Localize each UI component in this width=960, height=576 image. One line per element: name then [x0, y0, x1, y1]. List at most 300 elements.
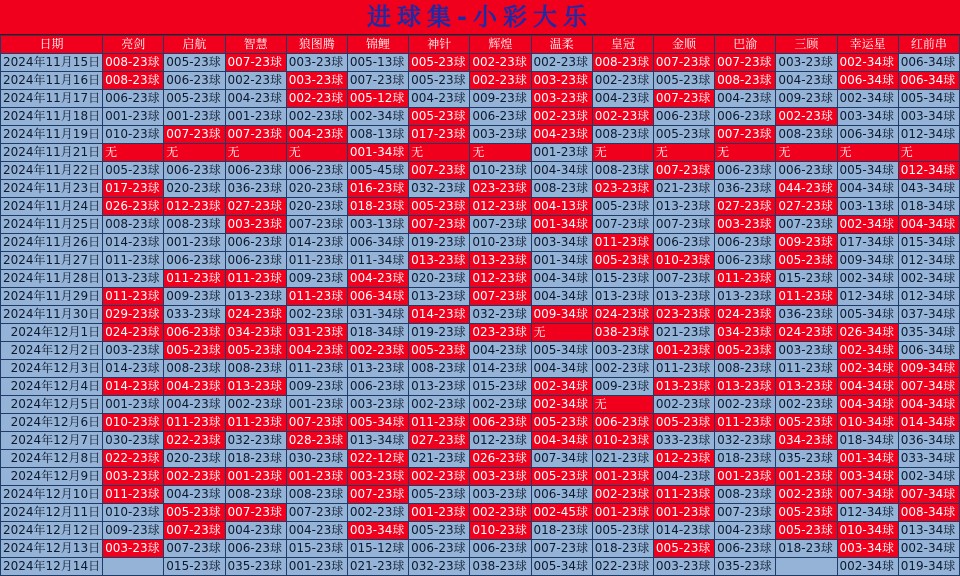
table-row: [1, 522, 960, 540]
result-cell: 无: [592, 396, 653, 414]
result-cell: 001-23球: [653, 504, 714, 522]
column-header: 辉煌: [470, 36, 531, 54]
result-cell: 004-23球: [470, 342, 531, 360]
result-cell: 004-23球: [164, 486, 225, 504]
date-cell: 2024年12月1日: [1, 324, 103, 342]
result-cell: 002-23球: [531, 54, 592, 72]
result-cell: 006-23球: [225, 252, 286, 270]
result-cell: 008-23球: [592, 162, 653, 180]
date-cell: 2024年11月25日: [1, 216, 103, 234]
result-cell: 008-23球: [225, 360, 286, 378]
result-cell: 014-23球: [103, 234, 164, 252]
result-cell: 008-23球: [286, 486, 347, 504]
result-cell: 006-23球: [470, 108, 531, 126]
result-cell: 002-34球: [531, 378, 592, 396]
table-row: [1, 288, 960, 306]
result-cell: 004-23球: [531, 126, 592, 144]
result-cell: 005-34球: [837, 162, 898, 180]
result-cell: 009-23球: [286, 378, 347, 396]
result-cell: 001-23球: [225, 108, 286, 126]
result-cell: 010-34球: [837, 522, 898, 540]
table-row: [1, 540, 960, 558]
result-cell: 009-23球: [286, 270, 347, 288]
result-cell: 003-23球: [286, 72, 347, 90]
result-cell: 006-34球: [837, 72, 898, 90]
result-cell: 006-23球: [470, 414, 531, 432]
table-row: [1, 432, 960, 450]
result-cell: 003-23球: [347, 468, 408, 486]
result-cell: 005-23球: [776, 504, 837, 522]
result-cell: 005-23球: [164, 342, 225, 360]
date-cell: 2024年11月21日: [1, 144, 103, 162]
result-cell: 无: [470, 144, 531, 162]
result-cell: 002-23球: [347, 504, 408, 522]
result-cell: 007-23球: [347, 72, 408, 90]
result-cell: 002-23球: [470, 504, 531, 522]
result-cell: 006-23球: [653, 108, 714, 126]
result-cell: 005-45球: [347, 162, 408, 180]
result-cell: 008-23球: [225, 486, 286, 504]
result-cell: 009-23球: [164, 288, 225, 306]
result-cell: 005-34球: [898, 90, 959, 108]
result-cell: 027-23球: [715, 198, 776, 216]
result-cell: 011-23球: [225, 414, 286, 432]
result-cell: 002-45球: [531, 504, 592, 522]
result-cell: 018-23球: [531, 522, 592, 540]
result-cell: 012-34球: [898, 126, 959, 144]
result-cell: 014-23球: [653, 522, 714, 540]
result-cell: 007-23球: [653, 216, 714, 234]
result-cell: 006-23球: [715, 234, 776, 252]
table-row: [1, 306, 960, 324]
result-cell: 009-23球: [592, 378, 653, 396]
result-cell: 005-34球: [531, 558, 592, 576]
result-cell: 009-34球: [531, 306, 592, 324]
result-cell: 001-23球: [286, 468, 347, 486]
result-cell: 024-23球: [103, 324, 164, 342]
result-cell: 004-34球: [898, 216, 959, 234]
result-cell: 013-23球: [103, 270, 164, 288]
result-cell: 004-34球: [837, 396, 898, 414]
result-cell: 011-23球: [103, 486, 164, 504]
result-cell: 005-23球: [409, 54, 470, 72]
result-cell: 043-34球: [898, 180, 959, 198]
result-cell: 018-23球: [715, 450, 776, 468]
result-cell: 无: [286, 144, 347, 162]
result-cell: 003-23球: [531, 90, 592, 108]
page-title: 进球集-小彩大乐: [367, 3, 593, 31]
result-cell: 004-23球: [776, 72, 837, 90]
result-cell: 011-23球: [286, 360, 347, 378]
result-cell: 002-23球: [776, 108, 837, 126]
result-cell: 027-23球: [225, 198, 286, 216]
result-cell: 010-23球: [653, 252, 714, 270]
result-cell: 018-34球: [898, 198, 959, 216]
result-cell: 005-23球: [409, 198, 470, 216]
result-cell: 004-13球: [531, 198, 592, 216]
column-header-date: 日期: [1, 36, 103, 54]
result-cell: 014-23球: [286, 234, 347, 252]
result-cell: 026-23球: [103, 198, 164, 216]
table-row: [1, 450, 960, 468]
table-row: [1, 378, 960, 396]
result-cell: 011-23球: [715, 270, 776, 288]
result-cell: 014-34球: [898, 414, 959, 432]
result-cell: 006-23球: [164, 72, 225, 90]
result-cell: 003-23球: [470, 486, 531, 504]
result-cell: 005-23球: [103, 162, 164, 180]
column-header: 温柔: [531, 36, 592, 54]
result-cell: 017-34球: [837, 234, 898, 252]
result-cell: 002-34球: [898, 468, 959, 486]
result-cell: 005-23球: [715, 342, 776, 360]
result-cell: 007-23球: [470, 288, 531, 306]
result-cell: 006-34球: [837, 126, 898, 144]
result-cell: 005-23球: [164, 54, 225, 72]
result-cell: 012-34球: [898, 162, 959, 180]
result-cell: 002-23球: [409, 468, 470, 486]
result-cell: 003-23球: [531, 72, 592, 90]
result-cell: 007-23球: [653, 162, 714, 180]
result-cell: 002-34球: [837, 342, 898, 360]
table-row: [1, 414, 960, 432]
result-cell: 010-23球: [592, 432, 653, 450]
result-cell: 004-23球: [715, 522, 776, 540]
result-cell: 003-34球: [837, 108, 898, 126]
result-cell: 006-23球: [103, 90, 164, 108]
column-header: 狼图腾: [286, 36, 347, 54]
column-header: 三顾: [776, 36, 837, 54]
result-cell: 022-12球: [347, 450, 408, 468]
result-cell: 038-23球: [592, 324, 653, 342]
result-cell: 006-23球: [715, 540, 776, 558]
result-cell: 011-23球: [103, 288, 164, 306]
result-cell: 001-23球: [286, 558, 347, 576]
result-cell: 023-23球: [653, 306, 714, 324]
result-cell: 020-23球: [286, 198, 347, 216]
table-row: [1, 234, 960, 252]
result-cell: 024-23球: [225, 306, 286, 324]
result-cell: 001-23球: [653, 342, 714, 360]
date-cell: 2024年11月19日: [1, 126, 103, 144]
result-cell: 007-23球: [653, 270, 714, 288]
result-cell: 008-23球: [103, 72, 164, 90]
result-cell: 021-23球: [653, 180, 714, 198]
result-cell: 002-23球: [286, 108, 347, 126]
result-cell: 001-23球: [286, 396, 347, 414]
date-cell: 2024年11月16日: [1, 72, 103, 90]
result-cell: 008-34球: [898, 504, 959, 522]
result-cell: 008-23球: [164, 360, 225, 378]
result-cell: 006-23球: [470, 540, 531, 558]
result-cell: 036-23球: [776, 306, 837, 324]
result-cell: 009-23球: [776, 90, 837, 108]
result-cell: 无: [653, 144, 714, 162]
result-cell: 024-23球: [715, 306, 776, 324]
result-cell: 015-23球: [776, 270, 837, 288]
result-cell: 019-23球: [409, 324, 470, 342]
result-cell: 007-23球: [653, 54, 714, 72]
result-cell: 003-34球: [837, 468, 898, 486]
result-cell: 003-23球: [470, 468, 531, 486]
result-cell: 004-23球: [347, 270, 408, 288]
result-cell: 006-34球: [898, 342, 959, 360]
result-cell: 022-23球: [164, 432, 225, 450]
result-cell: 001-34球: [347, 144, 408, 162]
table-row: [1, 504, 960, 522]
result-cell: 005-23球: [776, 252, 837, 270]
result-cell: 020-23球: [286, 180, 347, 198]
result-cell: 002-23球: [592, 360, 653, 378]
result-cell: 027-23球: [776, 198, 837, 216]
result-cell: 005-23球: [409, 486, 470, 504]
result-cell: 004-34球: [837, 378, 898, 396]
result-cell: 004-23球: [409, 90, 470, 108]
result-cell: 012-34球: [837, 288, 898, 306]
result-cell: 035-23球: [715, 558, 776, 576]
result-cell: 001-23球: [103, 108, 164, 126]
result-cell: 004-34球: [531, 432, 592, 450]
result-cell: 001-23球: [592, 504, 653, 522]
result-cell: 005-12球: [347, 90, 408, 108]
date-cell: 2024年12月11日: [1, 504, 103, 522]
result-cell: 010-23球: [470, 162, 531, 180]
result-cell: 020-23球: [164, 180, 225, 198]
column-header: 锦鲤: [347, 36, 408, 54]
result-cell: 018-23球: [225, 450, 286, 468]
table-row: [1, 468, 960, 486]
result-cell: 013-23球: [409, 288, 470, 306]
result-cell: 005-23球: [409, 72, 470, 90]
result-cell: 009-34球: [898, 360, 959, 378]
result-cell: 011-34球: [347, 252, 408, 270]
result-cell: 006-34球: [898, 72, 959, 90]
result-cell: 001-23球: [776, 468, 837, 486]
result-cell: 032-23球: [715, 432, 776, 450]
table-row: [1, 270, 960, 288]
result-cell: 003-23球: [592, 342, 653, 360]
result-cell: 005-23球: [164, 504, 225, 522]
result-cell: 003-34球: [531, 234, 592, 252]
result-cell: 007-23球: [225, 504, 286, 522]
result-cell: 002-23球: [592, 486, 653, 504]
result-cell: 001-34球: [837, 450, 898, 468]
result-cell: 036-34球: [898, 432, 959, 450]
result-cell: 021-23球: [653, 324, 714, 342]
result-cell: 026-34球: [837, 324, 898, 342]
result-cell: 002-23球: [592, 72, 653, 90]
result-cell: 013-23球: [653, 198, 714, 216]
result-cell: 013-23球: [347, 360, 408, 378]
result-cell: 004-23球: [225, 90, 286, 108]
result-cell: 002-34球: [837, 558, 898, 576]
result-cell: 007-23球: [592, 216, 653, 234]
result-cell: 007-23球: [286, 504, 347, 522]
result-cell: 005-23球: [653, 126, 714, 144]
result-cell: 020-23球: [409, 270, 470, 288]
result-cell: 001-23球: [164, 108, 225, 126]
result-cell: 002-23球: [286, 306, 347, 324]
result-cell: 017-23球: [103, 180, 164, 198]
result-cell: 005-13球: [347, 54, 408, 72]
result-cell: 005-23球: [225, 342, 286, 360]
column-header: 幸运星: [837, 36, 898, 54]
date-cell: 2024年12月14日: [1, 558, 103, 576]
result-cell: 006-34球: [531, 486, 592, 504]
result-cell: 007-23球: [164, 540, 225, 558]
result-cell: 003-23球: [103, 540, 164, 558]
date-cell: 2024年11月28日: [1, 270, 103, 288]
date-cell: 2024年11月15日: [1, 54, 103, 72]
result-cell: 015-12球: [347, 540, 408, 558]
result-cell: 007-23球: [531, 540, 592, 558]
result-cell: 011-23球: [286, 288, 347, 306]
result-cell: 007-23球: [409, 162, 470, 180]
result-cell: 007-23球: [715, 504, 776, 522]
result-cell: 005-23球: [776, 522, 837, 540]
result-cell: 010-34球: [837, 414, 898, 432]
result-cell: 001-34球: [531, 216, 592, 234]
result-cell: 012-23球: [653, 450, 714, 468]
result-cell: 023-23球: [470, 180, 531, 198]
result-cell: 035-23球: [225, 558, 286, 576]
result-cell: 006-23球: [715, 252, 776, 270]
result-cell: 001-23球: [715, 468, 776, 486]
result-cell: 003-23球: [347, 396, 408, 414]
result-cell: 004-34球: [531, 288, 592, 306]
result-cell: 004-23球: [286, 342, 347, 360]
result-cell: 004-34球: [531, 270, 592, 288]
table-row: [1, 342, 960, 360]
result-cell: 003-13球: [347, 216, 408, 234]
result-cell: 006-34球: [898, 54, 959, 72]
result-cell: 001-23球: [103, 396, 164, 414]
date-cell: 2024年12月4日: [1, 378, 103, 396]
result-cell: 004-23球: [592, 90, 653, 108]
result-cell: 002-23球: [776, 396, 837, 414]
result-cell: 012-23球: [470, 198, 531, 216]
result-cell: 006-23球: [286, 162, 347, 180]
header-row: [1, 36, 960, 54]
result-cell: 008-23球: [531, 180, 592, 198]
date-cell: 2024年12月2日: [1, 342, 103, 360]
result-cell: 004-34球: [898, 396, 959, 414]
result-cell: 009-34球: [837, 252, 898, 270]
result-cell: 002-34球: [347, 108, 408, 126]
result-cell: 013-23球: [715, 288, 776, 306]
result-cell: 001-23球: [164, 234, 225, 252]
result-cell: 006-23球: [347, 378, 408, 396]
result-cell: 014-23球: [409, 306, 470, 324]
result-cell: 021-23球: [409, 450, 470, 468]
date-cell: 2024年11月17日: [1, 90, 103, 108]
result-cell: 005-23球: [409, 522, 470, 540]
result-cell: 002-34球: [837, 216, 898, 234]
result-cell: 005-23球: [776, 414, 837, 432]
result-cell: 011-23球: [409, 414, 470, 432]
result-cell: 无: [837, 144, 898, 162]
result-cell: 005-23球: [592, 252, 653, 270]
result-cell: 021-23球: [592, 450, 653, 468]
result-cell: 无: [164, 144, 225, 162]
column-header: 亮剑: [103, 36, 164, 54]
result-cell: 007-23球: [286, 216, 347, 234]
result-cell: 023-23球: [592, 180, 653, 198]
result-cell: 033-23球: [653, 432, 714, 450]
result-cell: 004-23球: [164, 378, 225, 396]
column-header: 巴渝: [715, 36, 776, 54]
result-cell: 002-23球: [470, 54, 531, 72]
result-cell: 007-23球: [715, 54, 776, 72]
result-cell: 003-34球: [347, 522, 408, 540]
result-cell: 004-23球: [164, 396, 225, 414]
result-cell: 008-23球: [103, 216, 164, 234]
result-cell: 022-23球: [592, 558, 653, 576]
table-row: [1, 90, 960, 108]
result-cell: 002-34球: [898, 270, 959, 288]
result-cell: 007-23球: [286, 414, 347, 432]
result-cell: 006-23球: [164, 162, 225, 180]
result-cell: 015-23球: [164, 558, 225, 576]
table-row: [1, 72, 960, 90]
result-cell: 006-23球: [776, 162, 837, 180]
result-cell: 005-23球: [409, 108, 470, 126]
result-cell: 018-23球: [592, 540, 653, 558]
result-cell: 003-23球: [715, 216, 776, 234]
date-cell: 2024年12月5日: [1, 396, 103, 414]
result-cell: 005-23球: [653, 540, 714, 558]
result-cell: 036-23球: [225, 180, 286, 198]
result-cell: 032-23球: [470, 306, 531, 324]
table-row: [1, 162, 960, 180]
result-cell: 018-23球: [347, 198, 408, 216]
date-cell: 2024年12月8日: [1, 450, 103, 468]
column-header: 启航: [164, 36, 225, 54]
result-cell: 002-23球: [653, 396, 714, 414]
result-cell: 003-23球: [286, 54, 347, 72]
result-cell: 005-23球: [653, 414, 714, 432]
result-cell: 无: [103, 144, 164, 162]
result-cell: 024-23球: [776, 324, 837, 342]
result-cell: 无: [776, 144, 837, 162]
result-cell: 004-23球: [225, 522, 286, 540]
result-cell: 001-23球: [225, 468, 286, 486]
date-cell: 2024年11月29日: [1, 288, 103, 306]
date-cell: 2024年11月23日: [1, 180, 103, 198]
result-cell: 005-23球: [531, 414, 592, 432]
table-row: [1, 54, 960, 72]
result-cell: 012-34球: [898, 288, 959, 306]
result-cell: 033-23球: [164, 306, 225, 324]
result-cell: 005-34球: [531, 342, 592, 360]
result-cell: 015-23球: [470, 378, 531, 396]
result-cell: 010-23球: [103, 414, 164, 432]
date-cell: 2024年11月30日: [1, 306, 103, 324]
result-cell: 022-23球: [103, 450, 164, 468]
result-cell: 007-34球: [837, 486, 898, 504]
result-cell: 007-23球: [164, 522, 225, 540]
result-cell: 003-34球: [837, 540, 898, 558]
result-cell: 008-13球: [347, 126, 408, 144]
result-cell: 006-23球: [225, 162, 286, 180]
result-cell: 011-23球: [592, 234, 653, 252]
result-cell: 003-23球: [776, 342, 837, 360]
result-cell: 012-23球: [470, 432, 531, 450]
result-cell: 014-23球: [103, 360, 164, 378]
result-cell: 034-23球: [715, 324, 776, 342]
date-cell: 2024年12月6日: [1, 414, 103, 432]
result-cell: 013-23球: [225, 288, 286, 306]
